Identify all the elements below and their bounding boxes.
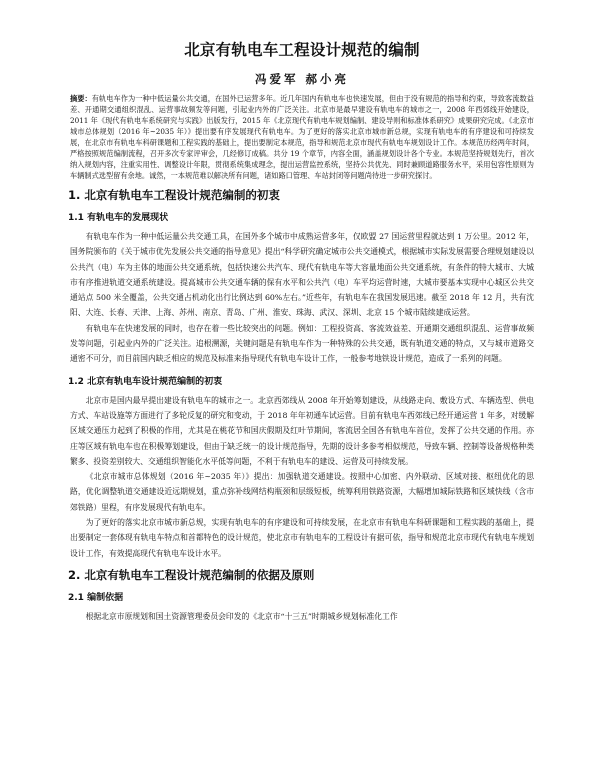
paper-title: 北京有轨电车工程设计规范的编制 [184,41,420,59]
body-paragraph: 北京市是国内最早提出建设有轨电车的城市之一。北京西郊线从 2008 年开始筹划建设，从线路走向、敷设方式、车辆选型、供电方式、车站设施等方面进行了多轮反复的研究和变动，于 2018 年年初通车试运营。目前有轨电车西郊线已经开通运营 1 年多，对缓解区域交通压力起到了积极的作用，尤其是在桃花节和国庆假期及红叶节期间，客流居全国各有轨电车首位，发挥了公共交通的作用。亦庄等区域有轨电车也在积极筹划建设，但由于缺乏统一的设计规范指导，先期的设计多参考相似规范，导致车辆、控制等设备规格种类繁多、投资差别较大、交通组织智能化水平低等问题，不利于有轨电车的建设、运营及可持续发展。 [70,395,534,466]
section-heading: 1. 北京有轨电车工程设计规范编制的初衷 [68,188,280,202]
abstract-text: 有轨电车作为一种中低运量公共交通，在国外已运营多年。近几年国内有轨电车也快速发展，但由于没有规范的指导和约束，导致客流数益差、开通期交通组织混乱、运营事故频发等问题，引起业内外的广泛关注。北京市是最早建设有轨电车的城市之一，2008 年西郊线开始建设，2011 年《现代有轨电车系统研究与实践》出版发行，2015 年《北京现代有轨电车规划编制、建设导则和标准体系研究》成果研究完成。《北京市城市总体规划（2016 年~2035 年）》提出要有序发展现代有轨电车。为了更好的落实北京市城市新总规，实现有轨电车的有序建设和可持续发展，在北京市有轨电车科研课题和工程实践的基础上，提出要制定本规范，指导和规范北京市现代有轨电车规划设计工作。本规范历经两年时间，严格按照规范编制流程，召开多次专家评审会，几经修订成稿。共分 19 个章节，内容全面，涵盖规划设计各个专业。本规范坚持规划先行，首次纳入规划内容，注重实用性、调整设计年限，贯彻系统集成理念，提出运营监控系统，坚持公共优先、同时兼顾道路服务水平，采用包容性原则为车辆制式选型留有余地。诚然，一本规范难以解决所有问题，诸如路口管理、车站封闭等问题尚待进一步研究探讨。 [70,94,534,180]
body-paragraph: 有轨电车在快速发展的同时，也存在着一些比较突出的问题。例如：工程投资高、客流效益差、开通期交通组织混乱、运营事故频发等问题，引起业内外的广泛关注。追根溯源，关键问题是有轨电车作为一种特殊的公共交通，既有轨道交通的特点，又与城市道路交通密不可分，而目前国内缺乏相应的规范及标准来指导现代有轨电车设计工作，一般参考地铁设计规范，造成了一系列的问题。 [70,323,534,364]
abstract-label: 摘要： [70,94,92,103]
body-paragraph: 根据北京市原规划和国土资源管理委员会印发的《北京市“十三五”时期城乡规划标准化工作 [85,611,398,621]
body-paragraph: 《北京市城市总体规划（2016 年~2035 年）》提出：加强轨道交通建设。按照中心加密、内外联动、区域对接、枢纽优化的思路，优化调整轨道交通建设近远期规划，重点弥补线网结构瓶颈和层级短板，统筹利用铁路资源，大幅增加城际铁路和区域快线（含市郊铁路）里程，有序发展现代有轨电车。 [70,472,534,512]
subsection-heading: 1.1 有轨电车的发展现状 [68,213,169,223]
body-paragraph: 为了更好的落实北京市城市新总规，实现有轨电车的有序建设和可持续发展，在北京市有轨电车科研课题和工程实践的基础上，提出要制定一套体现有轨电车特点和首都特色的设计规范，使北京市有轨电车的工程设计有据可依，指导和规范北京市现代有轨电车规划设计工作，有效提高现代有轨电车设计水平。 [70,518,534,558]
abstract [70,93,534,181]
body-paragraph: 有轨电车作为一种中低运量公共交通工具，在国外多个城市中成熟运营多年，仅欧盟 27 国运营里程就达到 1 万公里。2012 年，国务院颁布的《关于城市优先发展公共交通的指导意见》提出“科学研究确定城市公共交通模式，根据城市实际发展需要合理规划建设以公共汽（电）车为主体的地面公共交通系统，包括快速公共汽车、现代有轨电车等大容量地面公共交通系统，有条件的特大城市、大城市有序推进轨道交通系统建设。提高城市公共交通车辆的保有水平和公共汽（电）车平均运营时速，大城市要基本实现中心城区公共交通站点 500 米全覆盖，公共交通占机动化出行比例达到 60%左右。”近些年，有轨电车在我国发展迅速。截至 2018 年 12 月，共有沈阳、大连、长春、天津、上海、苏州、南京、青岛、广州、淮安、珠海、武汉、深圳、北京 15 个城市陆续建成运营。 [70,232,534,318]
section-heading: 2. 北京有轨电车工程设计规范编制的依据及原则 [68,567,315,582]
subsection-heading: 1.2 北京有轨电车设计规范编制的初衷 [68,376,223,387]
subsection-heading: 2.1 编制依据 [68,592,124,603]
author-line: 冯爱军 郝小亮 [254,72,349,86]
